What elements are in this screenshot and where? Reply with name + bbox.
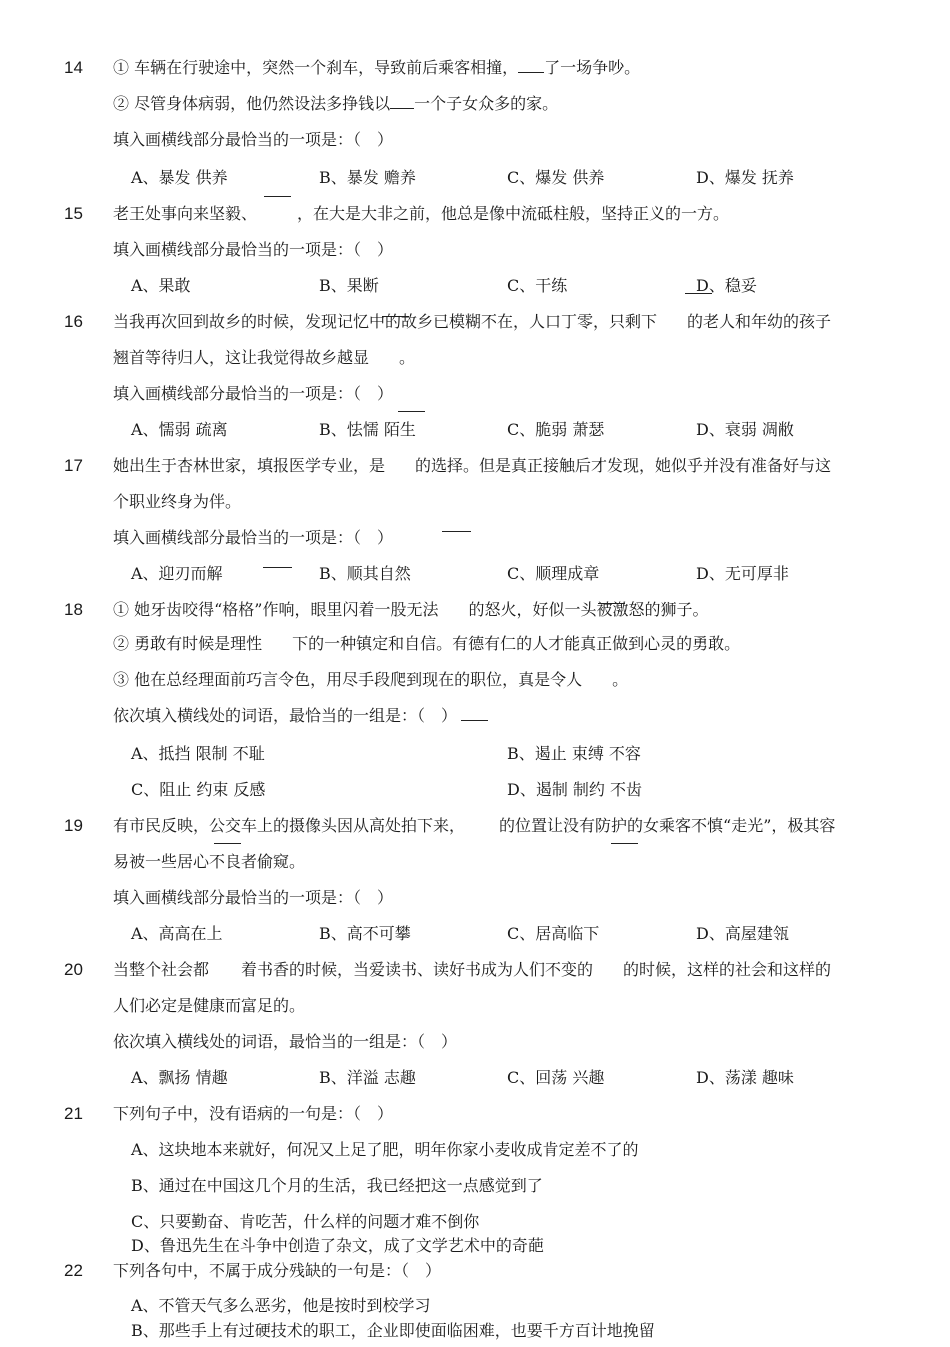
question-text-line: 人们必定是健康而富足的。 <box>113 996 306 1015</box>
option-b: B、暴发 赡养 <box>319 168 416 187</box>
question-text-line: ③ 他在总经理面前巧言令色，用尽手段爬到现在的职位，真是令人 。 <box>113 670 629 689</box>
question-prompt: 依次填入横线处的词语，最恰当的一组是：（ ） <box>113 1032 458 1051</box>
option-b: B、果断 <box>319 276 379 295</box>
question-text-line: 有市民反映，公交车上的摄像头因从高处拍下来， 的位置让没有防护的女乘客不慎“走光”，极其容 <box>113 816 836 835</box>
question-prompt: 填入画横线部分最恰当的一项是：（ ） <box>113 888 394 907</box>
option-a: A、果敢 <box>131 276 191 295</box>
question-text-line: ① 车辆在行驶途中，突然一个刹车，导致前后乘客相撞， 了一场争吵。 <box>113 58 641 77</box>
question-prompt: 填入画横线部分最恰当的一项是：（ ） <box>113 240 394 259</box>
option-b: B、怯懦 陌生 <box>319 420 416 439</box>
question-number: 21 <box>64 1104 83 1123</box>
option-d: D、稳妥 <box>696 276 757 295</box>
answer-blank <box>461 708 488 721</box>
answer-blank <box>398 411 425 412</box>
option-a: A、这块地本来就好，何况又上足了肥，明年你家小麦收成肯定差不了的 <box>131 1140 639 1159</box>
option-b: B、高不可攀 <box>319 924 411 943</box>
question-number: 14 <box>64 58 83 77</box>
answer-blank <box>264 196 291 197</box>
answer-blank <box>442 531 471 532</box>
option-c: C、居高临下 <box>507 924 600 943</box>
question-prompt: 填入画横线部分最恰当的一项是：（ ） <box>113 384 394 403</box>
question-text-line: 老王处事向来坚毅、 ，在大是大非之前，他总是像中流砥柱般，坚持正义的一方。 <box>113 204 730 223</box>
question-prompt: 依次填入横线处的词语，最恰当的一组是：（ ） <box>113 706 488 726</box>
option-d: D、荡漾 趣味 <box>696 1068 794 1087</box>
question-number: 22 <box>64 1261 83 1280</box>
question-prompt: 填入画横线部分最恰当的一项是：（ ） <box>113 130 394 149</box>
question-number: 16 <box>64 312 83 331</box>
question-number: 19 <box>64 816 83 835</box>
question-number: 17 <box>64 456 83 475</box>
option-c: C、阻止 约束 反感 <box>131 780 266 799</box>
option-a: A、懦弱 疏离 <box>131 420 228 439</box>
question-text-line: 个职业终身为伴。 <box>113 492 242 511</box>
question-text-line: ② 勇敢有时候是理性 下的一种镇定和自信。有德有仁的人才能真正做到心灵的勇敢。 <box>113 634 741 653</box>
question-number: 18 <box>64 600 83 619</box>
option-a: A、高高在上 <box>131 924 223 943</box>
option-c: C、干练 <box>507 276 568 295</box>
option-d: D、无可厚非 <box>696 564 789 583</box>
option-b: B、通过在中国这几个月的生活，我已经把这一点感觉到了 <box>131 1176 543 1195</box>
option-b: B、洋溢 志趣 <box>319 1068 416 1087</box>
answer-blank <box>390 96 414 109</box>
option-c: C、只要勤奋、肯吃苦，什么样的问题才难不倒你 <box>131 1212 480 1231</box>
option-c: C、爆发 供养 <box>507 168 605 187</box>
question-prompt: 填入画横线部分最恰当的一项是：（ ） <box>113 528 394 547</box>
question-text-line: 翘首等待归人，这让我觉得故乡越显 。 <box>113 348 416 367</box>
option-c: C、顺理成章 <box>507 564 600 583</box>
option-a: A、暴发 供养 <box>131 168 228 187</box>
option-c: C、脆弱 萧瑟 <box>507 420 605 439</box>
option-d: D、衰弱 凋敝 <box>696 420 794 439</box>
option-a: A、飘扬 情趣 <box>131 1068 228 1087</box>
option-d: D、爆发 抚养 <box>696 168 794 187</box>
answer-blank <box>263 567 292 568</box>
question-prompt: 下列各句中，不属于成分残缺的一句是：（ ） <box>113 1261 442 1280</box>
option-b: B、那些手上有过硬技术的职工，企业即使面临困难，也要千方百计地挽留 <box>131 1321 655 1340</box>
answer-blank <box>214 843 241 844</box>
question-text-line: ① 她牙齿咬得“格格”作响，眼里闪着一股无法 的怒火，好似一头被激怒的狮子。 <box>113 600 709 619</box>
option-a: A、不管天气多么恶劣，他是按时到校学习 <box>131 1296 431 1315</box>
question-number: 20 <box>64 960 83 979</box>
question-text-line: 她出生于杏林世家，填报医学专业，是 的选择。但是真正接触后才发现，她似乎并没有准备好与这 <box>113 456 832 475</box>
option-d: D、鲁迅先生在斗争中创造了杂文，成了文学艺术中的奇葩 <box>131 1236 544 1255</box>
question-text-line: ② 尽管身体病弱，他仍然设法多挣钱以 一个子女众多的家。 <box>113 94 559 113</box>
question-text-line: 当我再次回到故乡的时候，发现记忆中的故乡已模糊不在，人口丁零，只剩下 的老人和年幼的孩子 <box>113 312 832 331</box>
answer-blank <box>518 60 544 73</box>
option-d: D、高屋建瓴 <box>696 924 789 943</box>
answer-blank <box>685 293 712 294</box>
option-a: A、抵挡 限制 不耻 <box>131 744 265 763</box>
option-a: A、迎刃而解 <box>131 564 223 583</box>
option-b: B、顺其自然 <box>319 564 411 583</box>
option-c: C、回荡 兴趣 <box>507 1068 605 1087</box>
answer-blank <box>598 603 625 604</box>
question-number: 15 <box>64 204 83 223</box>
option-d: D、遏制 制约 不齿 <box>507 780 643 799</box>
question-prompt: 下列句子中，没有语病的一句是：（ ） <box>113 1104 394 1123</box>
question-text-line: 当整个社会都 着书香的时候，当爱读书、读好书成为人们不变的 的时候，这样的社会和这样的 <box>113 960 832 979</box>
question-text-line: 易被一些居心不良者偷窥。 <box>113 852 306 871</box>
option-b: B、遏止 束缚 不容 <box>507 744 641 763</box>
answer-blank <box>611 843 638 844</box>
